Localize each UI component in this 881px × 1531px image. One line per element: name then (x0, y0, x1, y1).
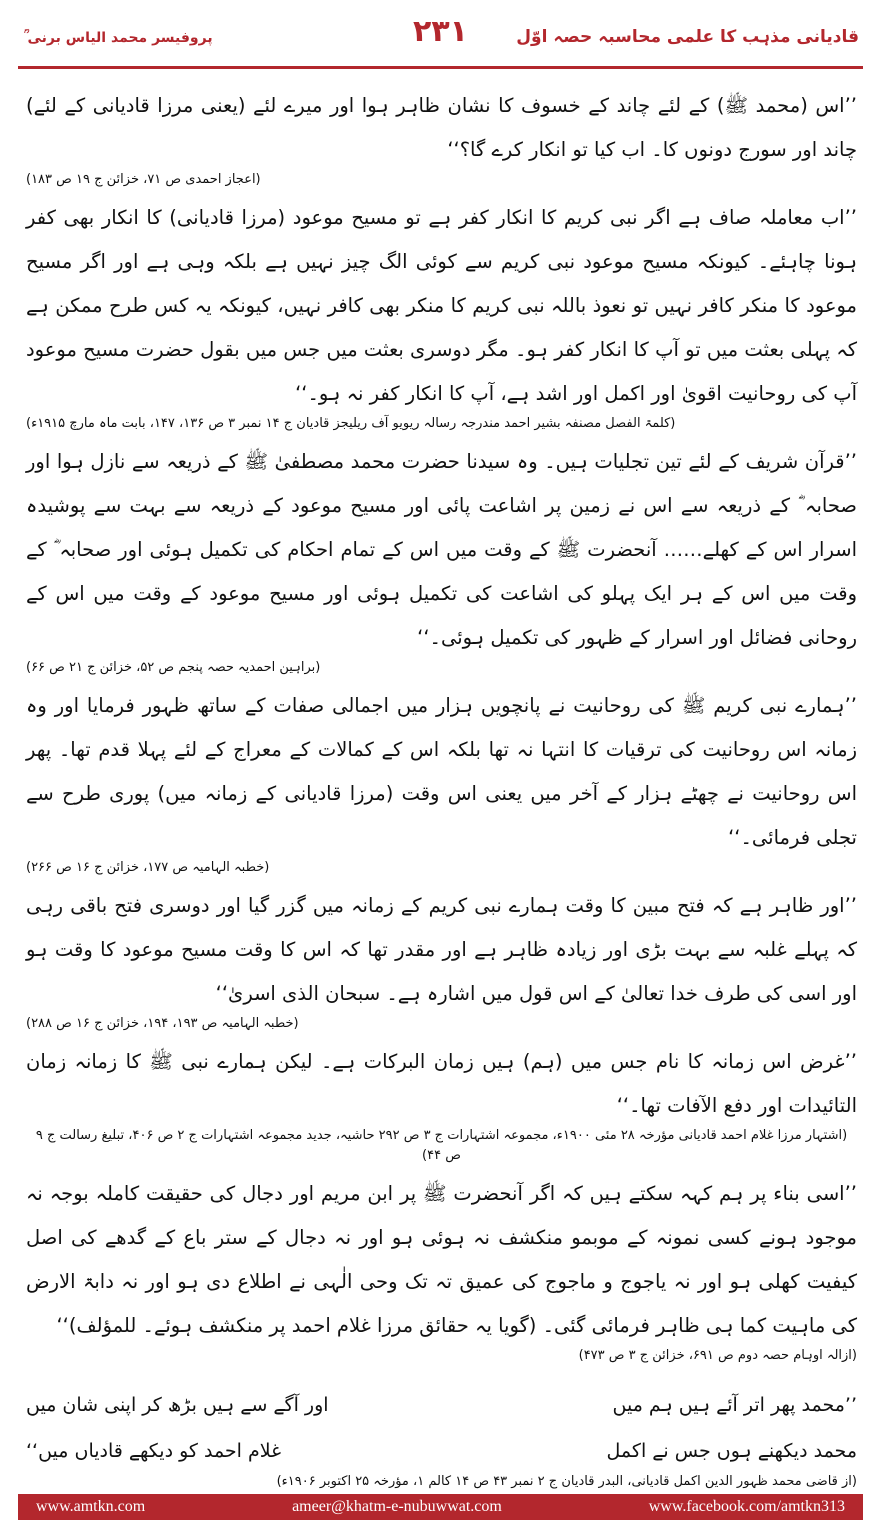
quote-citation: (ازالہ اوہام حصہ دوم ص ۶۹۱، خزائن ج ۳ ص ۴۷۳) (578, 1348, 857, 1363)
website-link[interactable]: www.amtkn.com (36, 1498, 146, 1515)
page-number: ۲۳۱ (413, 14, 468, 49)
poem-first-hemistich: محمد دیکھنے ہوں جس نے اکمل (606, 1440, 857, 1462)
quote-text: ’’قرآن شریف کے لئے تین تجلیات ہیں۔ وہ سیدنا حضرت محمد مصطفیٰ ﷺ کے ذریعہ سے نازل ہوا اور صحابہ ؓ کے ذریعہ سے اس نے زمین پر اشاعت پائی اور مسیح موعود کے ذریعہ سے بہت سے پوشیدہ اسرار اس کے کھلے…… آنحضرت ﷺ کے وقت میں اس کے تمام احکام کی تکمیل ہوئی اور صحابہ ؓ کے وقت میں اس کے ہر ایک پہلو کی اشاعت کی تکمیل ہوئی اور مسیح موعود کے وقت میں اس کے روحانی فضائل اور اسرار کے ظہور کی تکمیل ہوئی۔‘‘ (26, 450, 857, 649)
poem-second-hemistich: غلام احمد کو دیکھے قادیاں میں‘‘ (26, 1440, 282, 1462)
quote-text: ’’اسی بناء پر ہم کہہ سکتے ہیں کہ اگر آنحضرت ﷺ پر ابن مریم اور دجال کی حقیقت کاملہ بوجہ نہ موجود ہونے کسی نمونہ کے موبمو منکشف نہ ہوئی ہو اور نہ دجال کے ستر باع کے گدھے کی اصل کیفیت کھلی ہو اور نہ یاجوج و ماجوج کی عمیق تہ تک وحی الٰہی نے اطلاع دی ہو اور نہ دابۃ الارض کی ماہیت کما ہی ظاہر فرمائی گئی۔ (گویا یہ حقائق مرزا غلام احمد پر منکشف ہوئے۔ للمؤلف)‘‘ (26, 1182, 857, 1337)
email-link[interactable]: ameer@khatm-e-nubuwwat.com (292, 1498, 502, 1515)
quote-block (26, 84, 857, 190)
page-header (0, 0, 881, 70)
poem (26, 1382, 857, 1492)
quote-text: ’’اب معاملہ صاف ہے اگر نبی کریم کا انکار کفر ہے تو مسیح موعود (مرزا قادیانی) کا انکار بھی کفر ہونا چاہئے۔ کیونکہ مسیح موعود نبی کریم سے کوئی الگ چیز نہیں ہے بلکہ وہی ہے اور اگر مسیح موعود کا منکر کافر نہیں تو نعوذ باللہ نبی کریم کا منکر بھی کافر نہیں، کیونکہ یہ کس طرح ممکن ہے کہ پہلی بعثت میں تو آپ کا انکار کفر ہو۔ مگر دوسری بعثت میں جس میں بقول حضرت مسیح موعود آپ کی روحانیت اقویٰ اور اکمل اور اشد ہے، آپ کا انکار کفر نہ ہو۔‘‘ (26, 206, 857, 405)
poem-verse (26, 1382, 857, 1428)
poem-verse (26, 1428, 857, 1474)
quote-block (26, 1172, 857, 1366)
page-body (26, 84, 857, 1492)
poem-second-hemistich: اور آگے سے ہیں بڑھ کر اپنی شان میں (26, 1394, 329, 1416)
quote-text: ’’اس (محمد ﷺ) کے لئے چاند کے خسوف کا نشان ظاہر ہوا اور میرے لئے (یعنی مرزا قادیانی کے لئے) چاند اور سورج دونوں کا۔ اب کیا تو انکار کرے گا؟‘‘ (26, 94, 857, 161)
quote-block (26, 196, 857, 434)
poem-citation: (از قاضی محمد ظہور الدین اکمل قادیانی، البدر قادیان ج ۲ نمبر ۴۳ ص ۱۴ کالم ۱، مؤرخہ ۲۵ اکتوبر ۱۹۰۶ء) (276, 1474, 857, 1489)
quote-citation: (خطبہ الہامیہ ص ۱۹۳، ۱۹۴، خزائن ج ۱۶ ص ۲۸۸) (26, 1016, 299, 1031)
quote-citation: (اشتہار مرزا غلام احمد قادیانی مؤرخہ ۲۸ مئی ۱۹۰۰ء، مجموعہ اشتہارات ج ۳ ص ۲۹۲ حاشیہ، جدید مجموعہ اشتہارات ج ۲ ص ۴۰۶، تبلیغ رسالت ج ۹ ص ۴۴) (35, 1128, 848, 1163)
page-footer (18, 1494, 863, 1520)
header-divider (18, 66, 863, 69)
quote-citation: (اعجاز احمدی ص ۷۱، خزائن ج ۱۹ ص ۱۸۳) (26, 172, 261, 187)
poem-first-hemistich: ’’محمد پھر اتر آئے ہیں ہم میں (612, 1394, 857, 1416)
quote-text: ’’اور ظاہر ہے کہ فتح مبین کا وقت ہمارے نبی کریم کے زمانہ میں گزر گیا اور دوسری فتح باقی رہی کہ پہلے غلبہ سے بہت بڑی اور زیادہ ظاہر ہے اور مقدر تھا کہ اس کا وقت مسیح موعود کا وقت ہو اور اسی کی طرف خدا تعالیٰ کے اس قول میں اشارہ ہے۔ سبحان الذی اسریٰ‘‘ (26, 894, 857, 1005)
facebook-link[interactable]: www.facebook.com/amtkn313 (648, 1498, 845, 1515)
author-name: پروفیسر محمد الیاس برنی ؒ (24, 30, 213, 46)
quote-block (26, 884, 857, 1034)
quote-citation: (براہین احمدیہ حصہ پنجم ص ۵۲، خزائن ج ۲۱ ص ۶۶) (26, 660, 321, 675)
book-title: قادیانی مذہب کا علمی محاسبہ حصہ اوّل (516, 27, 859, 47)
quote-citation: (کلمۃ الفصل مصنفہ بشیر احمد مندرجہ رسالہ ریویو آف ریلیجز قادیان ج ۱۴ نمبر ۳ ص ۱۳۶، ۱۴۷، بابت ماہ مارچ ۱۹۱۵ء) (26, 416, 676, 431)
quote-block (26, 1040, 857, 1166)
quote-text: ’’غرض اس زمانہ کا نام جس میں (ہم) ہیں زمان البرکات ہے۔ لیکن ہمارے نبی ﷺ کا زمانہ زمان التائیدات اور دفع الآفات تھا۔‘‘ (26, 1050, 857, 1117)
quote-citation: (خطبہ الہامیہ ص ۱۷۷، خزائن ج ۱۶ ص ۲۶۶) (26, 860, 270, 875)
quote-block (26, 684, 857, 878)
quote-block (26, 440, 857, 678)
quote-text: ’’ہمارے نبی کریم ﷺ کی روحانیت نے پانچویں ہزار میں اجمالی صفات کے ساتھ ظہور فرمایا اور وہ زمانہ اس روحانیت کی ترقیات کا انتہا نہ تھا بلکہ اس کے کمالات کے معراج کے لئے پہلا قدم تھا۔ پھر اس روحانیت نے چھٹے ہزار کے آخر میں یعنی اس وقت (مرزا قادیانی کے زمانہ میں) پوری طرح سے تجلی فرمائی۔‘‘ (26, 694, 857, 849)
